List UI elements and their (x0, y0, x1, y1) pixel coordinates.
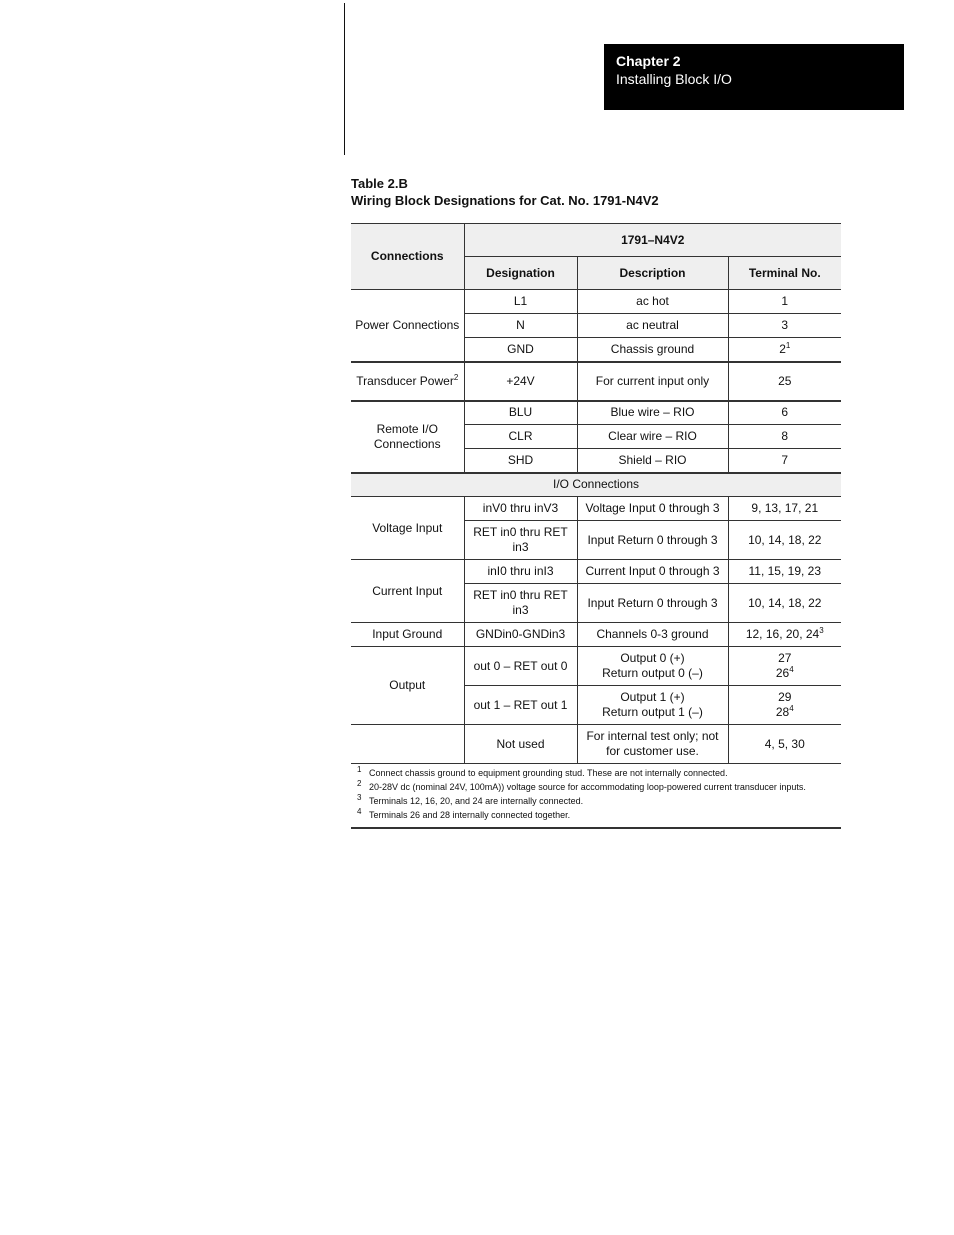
terminal-cell (728, 686, 841, 725)
terminal-value: 28 (775, 705, 790, 719)
table-row (351, 725, 841, 764)
table-row (351, 290, 841, 314)
description-cell: Blue wire – RIO (577, 401, 728, 425)
footnote-ref: 4 (789, 704, 794, 713)
description-cell: Input Return 0 through 3 (577, 584, 728, 623)
table-caption (351, 175, 841, 209)
footnote-number: 2 (357, 779, 362, 788)
designation-cell: L1 (464, 290, 577, 314)
description-line: Return output 1 (–) (602, 705, 703, 719)
designation-cell: N (464, 314, 577, 338)
description-cell: ac neutral (577, 314, 728, 338)
description-cell: Chassis ground (577, 338, 728, 362)
designation-cell: GND (464, 338, 577, 362)
terminal-cell (728, 647, 841, 686)
group-label-transducer (351, 362, 464, 401)
description-cell: Current Input 0 through 3 (577, 560, 728, 584)
transducer-label: Transducer Power (356, 373, 454, 388)
group-label-remote: Remote I/O Connections (351, 401, 464, 473)
table-row (351, 362, 841, 401)
terminal-cell: 3 (728, 314, 841, 338)
designation-cell: RET in0 thru RET in3 (464, 584, 577, 623)
designation-cell: inI0 thru inI3 (464, 560, 577, 584)
terminal-cell: 25 (728, 362, 841, 401)
designation-cell: out 1 – RET out 1 (464, 686, 577, 725)
designation-cell: BLU (464, 401, 577, 425)
group-label-power: Power Connections (351, 290, 464, 362)
table-row (351, 401, 841, 425)
terminal-cell: 4, 5, 30 (728, 725, 841, 764)
header-description: Description (577, 257, 728, 290)
description-cell: Clear wire – RIO (577, 425, 728, 449)
table-row (351, 647, 841, 686)
margin-rule (344, 3, 345, 155)
group-label-current: Current Input (351, 560, 464, 623)
description-line: Return output 0 (–) (602, 666, 703, 680)
description-cell (577, 647, 728, 686)
table-row (351, 623, 841, 647)
terminal-value: 29 (778, 690, 792, 704)
designation-cell: out 0 – RET out 0 (464, 647, 577, 686)
footnote (351, 794, 841, 808)
description-cell: Voltage Input 0 through 3 (577, 497, 728, 521)
header-designation: Designation (464, 257, 577, 290)
chapter-number: Chapter 2 (616, 53, 681, 69)
description-cell: ac hot (577, 290, 728, 314)
chapter-header (604, 44, 904, 110)
table-row (351, 560, 841, 584)
description-line: Output 1 (+) (620, 690, 685, 704)
designation-cell: +24V (464, 362, 577, 401)
chapter-title: Installing Block I/O (616, 71, 732, 87)
footnotes (351, 764, 841, 829)
designation-cell: SHD (464, 449, 577, 473)
terminal-cell (728, 623, 841, 647)
footnote-number: 4 (357, 807, 362, 816)
footnote (351, 808, 841, 822)
terminal-cell: 7 (728, 449, 841, 473)
group-label-ground: Input Ground (351, 623, 464, 647)
group-label-voltage: Voltage Input (351, 497, 464, 560)
terminal-cell: 10, 14, 18, 22 (728, 521, 841, 560)
terminal-cell: 9, 13, 17, 21 (728, 497, 841, 521)
description-cell: For current input only (577, 362, 728, 401)
description-cell: Input Return 0 through 3 (577, 521, 728, 560)
terminal-cell: 11, 15, 19, 23 (728, 560, 841, 584)
description-line: Output 0 (+) (620, 651, 685, 665)
table-id: Table 2.B (351, 176, 408, 191)
footnote-ref: 1 (785, 340, 791, 350)
wiring-table-wrapper (351, 223, 841, 829)
terminal-value: 2 (779, 341, 786, 356)
footnote-ref: 3 (819, 626, 824, 635)
footnote-number: 3 (357, 793, 362, 802)
designation-cell: inV0 thru inV3 (464, 497, 577, 521)
designation-cell: Not used (464, 725, 577, 764)
description-cell: For internal test only; not for customer use. (577, 725, 728, 764)
group-label-output: Output (351, 647, 464, 725)
header-terminal: Terminal No. (728, 257, 841, 290)
description-cell: Channels 0-3 ground (577, 623, 728, 647)
designation-cell: CLR (464, 425, 577, 449)
footnote-text: 20-28V dc (nominal 24V, 100mA)) voltage source for accommodating loop-powered current transducer inputs. (369, 782, 806, 792)
wiring-table (351, 223, 841, 764)
designation-cell: GNDin0-GNDin3 (464, 623, 577, 647)
group-label-empty (351, 725, 464, 764)
terminal-value: 12, 16, 20, 24 (745, 627, 820, 641)
description-cell (577, 686, 728, 725)
table-title: Wiring Block Designations for Cat. No. 1791-N4V2 (351, 193, 659, 208)
footnote-ref: 2 (453, 372, 459, 382)
header-model: 1791–N4V2 (464, 224, 841, 257)
description-cell: Shield – RIO (577, 449, 728, 473)
terminal-cell: 1 (728, 290, 841, 314)
terminal-value: 27 (778, 651, 792, 665)
footnote-number: 1 (357, 765, 362, 774)
footnote-text: Connect chassis ground to equipment grounding stud. These are not internally connected. (369, 768, 728, 778)
table-row (351, 497, 841, 521)
terminal-cell: 10, 14, 18, 22 (728, 584, 841, 623)
terminal-cell (728, 338, 841, 362)
terminal-value: 26 (775, 666, 790, 680)
footnote (351, 780, 841, 794)
footnote-text: Terminals 26 and 28 internally connected together. (369, 810, 571, 820)
io-section-label: I/O Connections (351, 473, 841, 497)
footnote-ref: 4 (789, 665, 794, 674)
section-row (351, 473, 841, 497)
footnote-text: Terminals 12, 16, 20, and 24 are internally connected. (369, 796, 584, 806)
header-connections: Connections (351, 224, 464, 290)
designation-cell: RET in0 thru RET in3 (464, 521, 577, 560)
footnote (351, 766, 841, 780)
terminal-cell: 8 (728, 425, 841, 449)
terminal-cell: 6 (728, 401, 841, 425)
